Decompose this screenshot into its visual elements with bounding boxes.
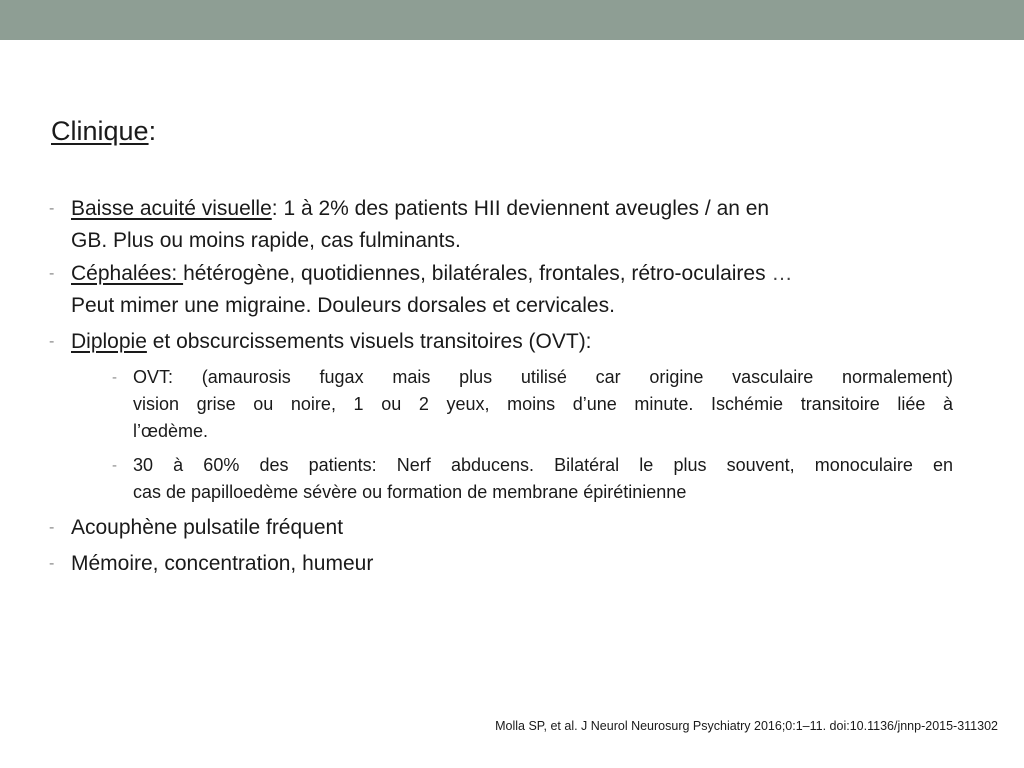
sub-bullet-line: vision grise ou noire, 1 ou 2 yeux, moins d’une minute. Ischémie transitoire liée à (133, 394, 953, 414)
bullet-cephalees (49, 258, 961, 322)
ellipsis: … (771, 262, 793, 285)
bullet-dash: - (49, 265, 55, 282)
bullet-text: Acouphène pulsatile fréquent (71, 516, 344, 539)
sub-bullet-line: l’œdème. (133, 421, 209, 441)
bullet-line (71, 258, 961, 290)
bullet-acouphene (49, 512, 961, 544)
bullet-line: Peut mimer une migraine. Douleurs dorsales et cervicales. (71, 294, 615, 317)
bullet-text: hétérogène, quotidiennes, bilatérales, frontales, rétro-oculaires (183, 262, 766, 285)
sub-bullet-ovt (112, 364, 953, 445)
sub-bullet-line: OVT: (amaurosis fugax mais plus utilisé car origine vasculaire normalement) (133, 367, 953, 387)
bullet-term: Baisse acuité visuelle (71, 197, 272, 220)
bullet-text: et obscurcissements visuels transitoires (OVT): (146, 330, 592, 353)
sub-bullet-dash: - (112, 369, 117, 386)
bullet-line: GB. Plus ou moins rapide, cas fulminants. (71, 229, 461, 252)
slide-title-colon: : (148, 116, 157, 146)
bullet-memoire (49, 548, 961, 580)
bullet-dash: - (49, 519, 55, 536)
bullet-diplopie (49, 326, 961, 358)
bullet-text: : 1 à 2% des patients HII deviennent aveugles / an en (271, 197, 770, 220)
bullet-term: Céphalées: (71, 262, 184, 285)
bullet-text: Mémoire, concentration, humeur (71, 552, 374, 575)
bullet-line (71, 193, 961, 225)
reference-citation: Molla SP, et al. J Neurol Neurosurg Psychiatry 2016;0:1–11. doi:10.1136/jnnp-2015-311302 (495, 719, 998, 733)
sub-bullet-line: cas de papilloedème sévère ou formation de membrane épirétinienne (133, 482, 687, 502)
sub-bullet-abducens (112, 452, 953, 506)
bullet-dash: - (49, 555, 55, 572)
sub-bullet-dash: - (112, 457, 117, 474)
bullet-baisse-acuite (49, 193, 961, 257)
header-band (0, 0, 1024, 40)
sub-bullet-line: 30 à 60% des patients: Nerf abducens. Bilatéral le plus souvent, monoculaire en (133, 455, 953, 475)
bullet-line (71, 326, 961, 358)
bullet-dash: - (49, 200, 55, 217)
bullet-term: Diplopie (71, 330, 147, 353)
slide-title-text: Clinique (51, 116, 149, 146)
bullet-dash: - (49, 333, 55, 350)
slide-title (51, 113, 156, 149)
